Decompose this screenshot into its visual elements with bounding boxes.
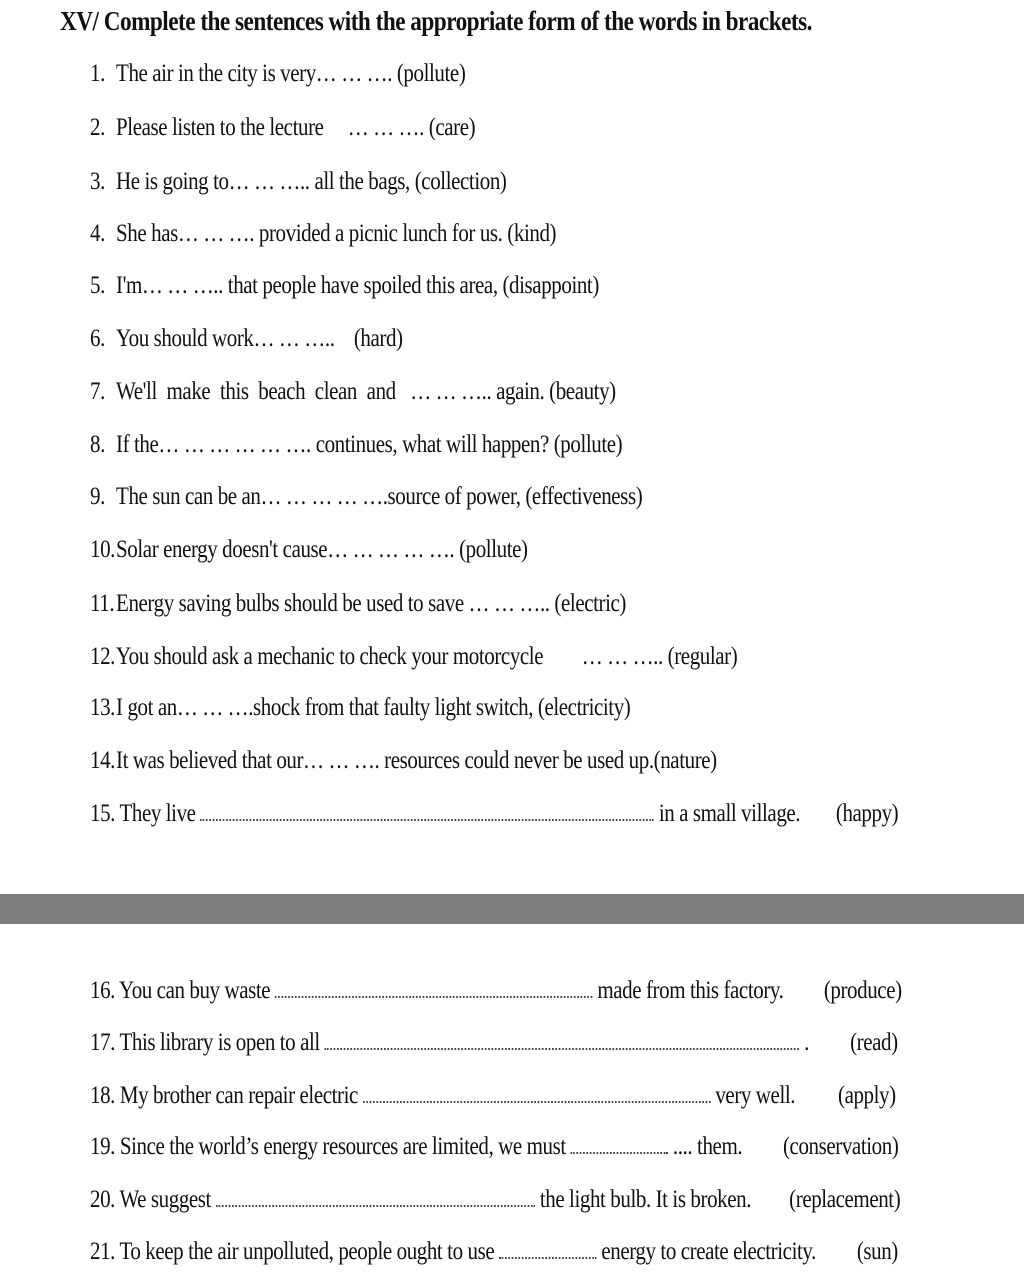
item-number: 2. — [90, 114, 105, 141]
item-text: You should ask a mechanic to check your motorcycle … … ….. (regular) — [116, 643, 738, 670]
list-item-11 — [90, 590, 626, 618]
list-item-9 — [90, 483, 642, 511]
answer-blank — [200, 801, 654, 821]
list-item-8 — [90, 431, 622, 459]
item-number: 13. — [90, 694, 115, 721]
item-number: 12. — [90, 643, 115, 670]
item-text: The air in the city is very… … …. (pollute) — [116, 60, 466, 87]
item-16-hint: (produce) — [824, 977, 902, 1004]
item-15-hint: (happy) — [835, 800, 898, 827]
item-text-after: the light bulb. It is broken. — [539, 1186, 752, 1213]
list-item-10 — [90, 536, 528, 564]
list-item-6 — [90, 325, 403, 353]
item-18-hint: (apply) — [838, 1082, 896, 1109]
answer-blank — [571, 1134, 668, 1154]
list-item-12 — [90, 643, 737, 671]
list-item-2 — [90, 114, 475, 142]
item-number: 20. — [90, 1186, 115, 1213]
item-number: 11. — [90, 590, 115, 617]
exercise-title: XV/ Complete the sentences with the appropriate form of the words in brackets. — [60, 6, 812, 36]
list-item-5 — [90, 272, 599, 300]
list-item-19 — [90, 1133, 742, 1161]
item-text-after: .... them. — [672, 1133, 743, 1160]
item-number: 9. — [90, 483, 105, 510]
item-text: It was believed that our… … …. resources could never be used up.(nature) — [116, 747, 717, 774]
item-text-before: We suggest — [119, 1186, 211, 1213]
item-text: I got an… … ….shock from that faulty light switch, (electricity) — [116, 694, 631, 721]
answer-blank — [216, 1187, 535, 1207]
list-item-1 — [90, 60, 465, 88]
item-text: She has… … …. provided a picnic lunch for us. (kind) — [116, 220, 557, 247]
item-text-after: energy to create electricity. — [601, 1238, 816, 1265]
item-number: 8. — [90, 431, 105, 458]
item-number: 7. — [90, 378, 105, 405]
answer-blank — [499, 1239, 596, 1259]
item-number: 4. — [90, 220, 105, 247]
item-number: 1. — [90, 60, 105, 87]
list-item-15 — [90, 800, 800, 828]
item-text-before: Since the world’s energy resources are limited, we must — [119, 1133, 566, 1160]
answer-blank — [325, 1030, 800, 1050]
item-text: If the… … … … … …. continues, what will happen? (pollute) — [116, 431, 623, 458]
list-item-13 — [90, 694, 630, 722]
item-text-after: made from this factory. — [597, 977, 784, 1004]
list-item-18 — [90, 1082, 795, 1110]
item-number: 3. — [90, 168, 105, 195]
item-17-hint: (read) — [850, 1029, 898, 1056]
list-item-4 — [90, 220, 556, 248]
list-item-21 — [90, 1238, 816, 1266]
item-text: He is going to… … ….. all the bags, (collection) — [116, 168, 507, 195]
list-item-17 — [90, 1029, 809, 1057]
page-divider-band — [0, 894, 1024, 924]
item-text: Energy saving bulbs should be used to save … … ….. (electric) — [116, 590, 627, 617]
item-text: The sun can be an… … … … ….source of power, (effectiveness) — [116, 483, 643, 510]
item-number: 10. — [90, 536, 115, 563]
list-item-7 — [90, 378, 616, 406]
item-19-hint: (conservation) — [782, 1133, 898, 1160]
list-item-3 — [90, 168, 506, 196]
item-text-after: . — [804, 1029, 809, 1056]
item-text-before: You can buy waste — [119, 977, 271, 1004]
item-text-before: To keep the air unpolluted, people ought to use — [119, 1238, 495, 1265]
item-text: Please listen to the lecture … … …. (care) — [116, 114, 476, 141]
item-text-after: very well. — [715, 1082, 796, 1109]
item-text-before: My brother can repair electric — [119, 1082, 358, 1109]
item-20-hint: (replacement) — [788, 1186, 900, 1213]
list-item-14 — [90, 747, 717, 775]
item-number: 6. — [90, 325, 105, 352]
item-text-before: They live — [119, 800, 196, 827]
item-text-after: in a small village. — [658, 800, 801, 827]
item-text: You should work… … ….. (hard) — [116, 325, 403, 352]
item-21-hint: (sun) — [856, 1238, 898, 1265]
item-number: 15. — [90, 800, 115, 827]
item-text-before: This library is open to all — [119, 1029, 320, 1056]
item-number: 16. — [90, 977, 115, 1004]
item-number: 19. — [90, 1133, 115, 1160]
list-item-20 — [90, 1186, 751, 1214]
answer-blank — [363, 1083, 711, 1103]
list-item-16 — [90, 977, 783, 1005]
item-text: I'm… … ….. that people have spoiled this area, (disappoint) — [116, 272, 599, 299]
item-number: 18. — [90, 1082, 115, 1109]
item-number: 21. — [90, 1238, 115, 1265]
item-number: 14. — [90, 747, 115, 774]
item-text: Solar energy doesn't cause… … … … …. (pollute) — [116, 536, 528, 563]
item-number: 5. — [90, 272, 105, 299]
item-number: 17. — [90, 1029, 115, 1056]
item-text: We'll make this beach clean and … … ….. again. (beauty) — [116, 378, 616, 405]
answer-blank — [275, 978, 593, 998]
